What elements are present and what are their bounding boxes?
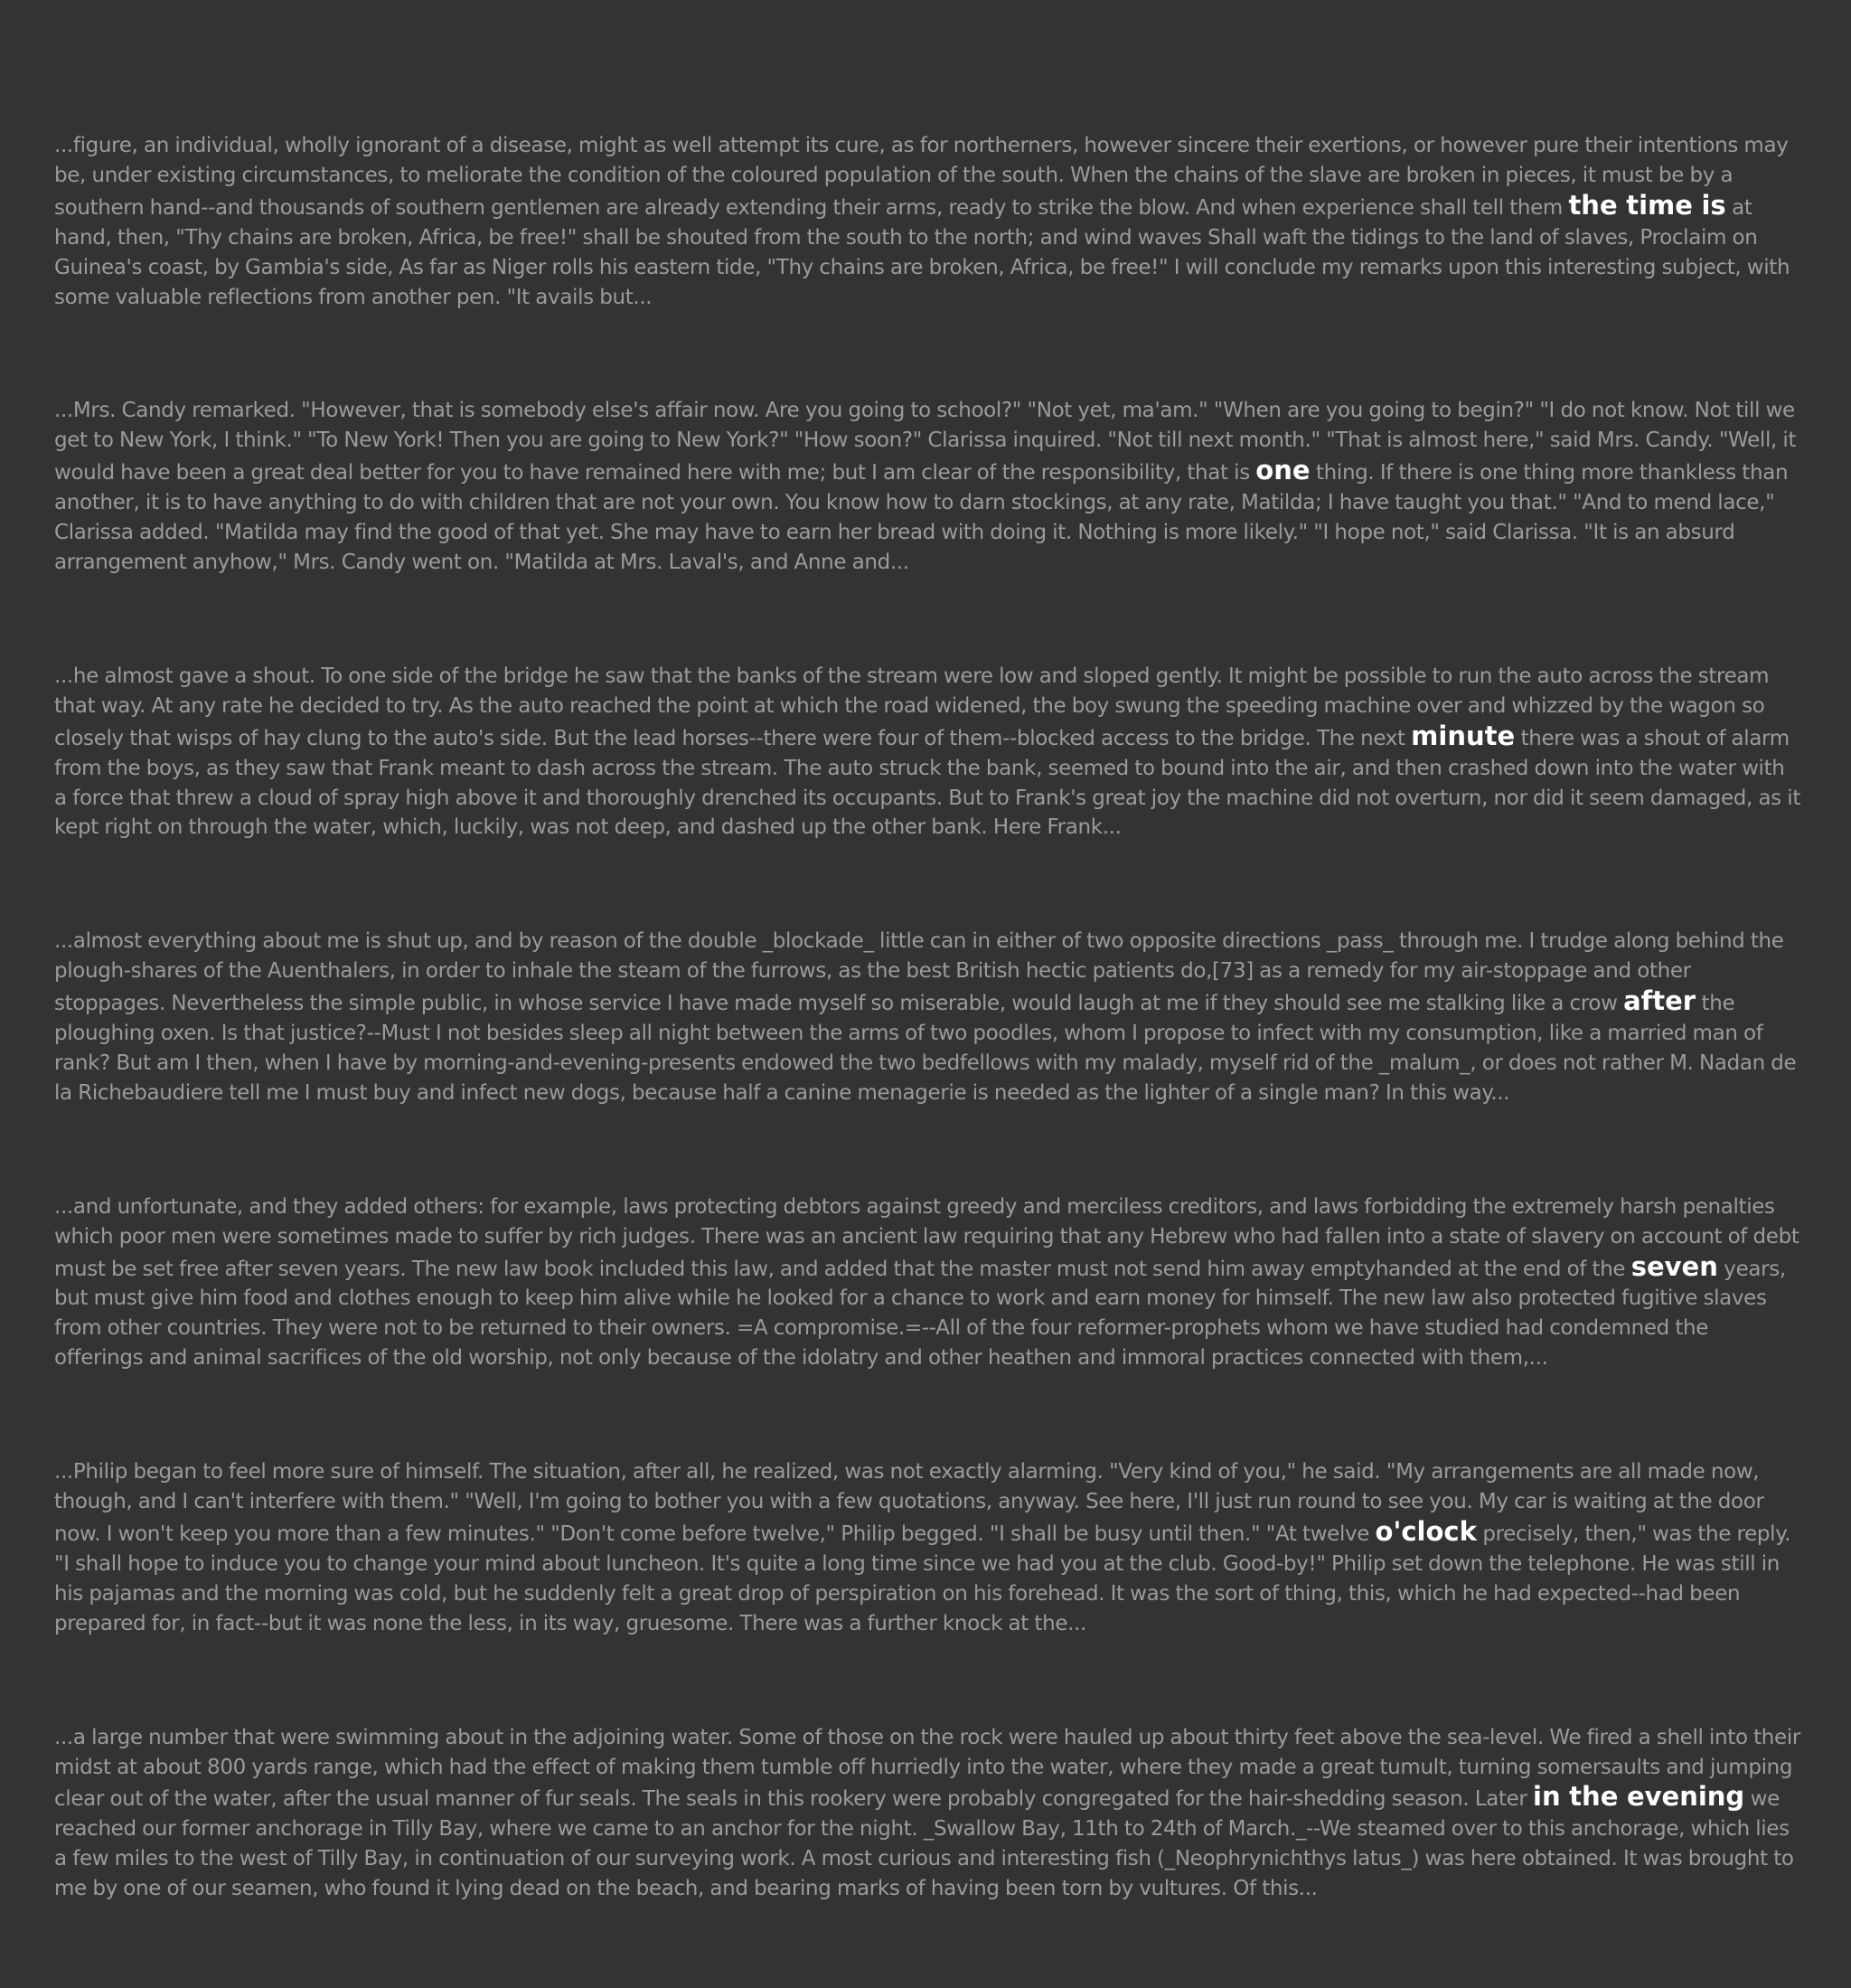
highlighted-phrase: the time is: [1568, 189, 1726, 221]
passage-1: [54, 131, 1800, 312]
passage-text-before: ...almost everything about me is shut up, and by reason of the double _blockade_ little can in either of two opposite directions _pass_ through me. I trudge along behind the plough-shares of the Auenthalers, in order to inhale the steam of the furrows, as the best British hectic patients do,[73] as a remedy for my air-stoppage and other stoppages. Nevertheless the simple public, in whose service I have made myself so miserable, would laugh at me if they should see me stalking like a crow: [54, 929, 1784, 1016]
passage-text-after: at hand, then, "Thy chains are broken, Africa, be free!" shall be shouted from the south to the north; and wind waves Shall waft the tidings to the land of slaves, Proclaim on Guinea's coast, by Gambia's side, As far as Niger rolls his eastern tide, "Thy chains are broken, Africa, be free!" I will conclude my remarks upon this interesting subject, with some valuable reflections from another pen. "It avails but...: [54, 195, 1790, 309]
passage-text-after: the ploughing oxen. Is that justice?--Must I not besides sleep all night between the arms of two poodles, whom I propose to infect with my consumption, like a married man of rank? But am I then, when I have by morning-and-evening-presents endowed the two bedfellows with my malady, myself rid of the _malum_, or does not rather M. Nadan de la Richebaudiere tell me I must buy and infect new dogs, because half a canine menagerie is needed as the lighter of a single man? In this way...: [54, 992, 1797, 1105]
passage-text-before: ...and unfortunate, and they added others: for example, laws protecting debtors against greedy and merciless creditors, and laws forbidding the extremely harsh penalties which poor men were sometimes made to suffer by rich judges. There was an ancient law requiring that any Hebrew who had fallen into a state of slavery on account of debt must be set free after seven years. The new law book included this law, and added that the master must not send him away emptyhanded at the end of the: [54, 1194, 1799, 1281]
passage-text-after: years, but must give him food and clothes enough to keep him alive while he looked for a chance to work and earn money for himself. The new law also protected fugitive slaves from other countries. They were not to be returned to their owners. =A compromise.=--All of the four reformer-prophets whom we have studied had condemned the offerings and animal sacrifices of the old worship, not only because of the idolatry and other heathen and immoral practices connected with them,...: [54, 1257, 1786, 1371]
highlighted-phrase: one: [1255, 455, 1311, 486]
passage-6: [54, 1457, 1800, 1638]
passage-text-after: precisely, then," was the reply. "I shall hope to induce you to change your mind about luncheon. It's quite a long time since we had you at the club. Good-by!" Philip set down the telephone. He was still in his pajamas and the morning was cold, but he suddenly felt a great drop of perspiration on his forehead. It was the sort of thing, this, which he had expected--had been prepared for, in fact--but it was none the less, in its way, gruesome. There was a further knock at the...: [54, 1522, 1791, 1635]
passage-text-before: ...Philip began to feel more sure of himself. The situation, after all, he realized, was not exactly alarming. "Very kind of you," he said. "My arrangements are all made now, though, and I can't interfere with them." "Well, I'm going to bother you with a few quotations, anyway. See here, I'll just run round to see you. My car is waiting at the door now. I won't keep you more than a few minutes." "Don't come before twelve," Philip begged. "I shall be busy until then." "At twelve: [54, 1460, 1764, 1546]
passage-text-after: there was a shout of alarm from the boys, as they saw that Frank meant to dash across the stream. The auto struck the bank, seemed to bound into the air, and then crashed down into the water with a force that threw a cloud of spray high above it and thoroughly drenched its occupants. But to Frank's great joy the machine did not overturn, nor did it seem damaged, as it kept right on through the water, which, luckily, was not deep, and dashed up the other bank. Here Frank...: [54, 726, 1800, 840]
passage-4: [54, 927, 1800, 1107]
passage-7: [54, 1723, 1800, 1904]
highlighted-phrase: in the evening: [1533, 1781, 1745, 1813]
passage-text-before: ...he almost gave a shout. To one side of the bridge he saw that the banks of the stream were low and sloped gently. It might be possible to run the auto across the stream that way. At any rate he decided to try. As the auto reached the point at which the road widened, the boy swung the speeding machine over and whizzed by the wagon so closely that wisps of hay clung to the auto's side. But the lead horses--there were four of them--blocked access to the bridge. The next: [54, 664, 1770, 750]
passage-text-after: thing. If there is one thing more thankless than another, it is to have anything to do with children that are not your own. You know how to darn stockings, at any rate, Matilda; I have taught you that." "And to mend lace," Clarissa added. "Matilda may find the good of that yet. She may have to earn her bread with doing it. Nothing is more likely." "I hope not," said Clarissa. "It is an absurd arrangement anyhow," Mrs. Candy went on. "Matilda at Mrs. Laval's, and Anne and...: [54, 461, 1789, 574]
passage-5: [54, 1192, 1800, 1373]
highlighted-phrase: after: [1623, 985, 1696, 1017]
passage-3: [54, 662, 1800, 843]
highlighted-phrase: minute: [1411, 720, 1516, 751]
passage-text-before: ...a large number that were swimming about in the adjoining water. Some of those on the rock were hauled up about thirty feet above the sea-level. We fired a shell into their midst at about 800 yards range, which had the effect of making them tumble off hurriedly into the water, where they made a great tumult, turning somersaults and jumping clear out of the water, after the usual manner of fur seals. The seals in this rookery were probably congregated for the hair-shedding season. Later: [54, 1725, 1800, 1812]
passage-2: [54, 396, 1800, 577]
passage-text-before: ...Mrs. Candy remarked. "However, that is somebody else's affair now. Are you going to school?" "Not yet, ma'am." "When are you going to begin?" "I do not know. Not till we get to New York, I think." "To New York! Then you are going to New York?" "How soon?" Clarissa inquired. "Not till next month." "That is almost here," said Mrs. Candy. "Well, it would have been a great deal better for you to have remained here with me; but I am clear of the responsibility, that is: [54, 399, 1797, 485]
passage-text-after: we reached our former anchorage in Tilly Bay, where we came to an anchor for the night. _Swallow Bay, 11th to 24th of March._--We steamed over to this anchorage, which lies a few miles to the west of Tilly Bay, in continuation of our surveying work. A most curious and interesting fish (_Neophrynichthys latus_) was here obtained. It was brought to me by one of our seamen, who found it lying dead on the beach, and bearing marks of having been torn by vultures. Of this...: [54, 1787, 1794, 1901]
highlighted-phrase: seven: [1630, 1250, 1718, 1282]
passage-text-before: ...figure, an individual, wholly ignorant of a disease, might as well attempt its cure, as for northerners, however sincere their exertions, or however pure their intentions may be, under existing circumstances, to meliorate the condition of the coloured population of the south. When the chains of the slave are broken in pieces, it must be by a southern hand--and thousands of southern gentlemen are already extending their arms, ready to strike the blow. And when experience shall tell them: [54, 134, 1789, 220]
passage-list: [54, 131, 1800, 1988]
highlighted-phrase: o'clock: [1375, 1516, 1477, 1547]
